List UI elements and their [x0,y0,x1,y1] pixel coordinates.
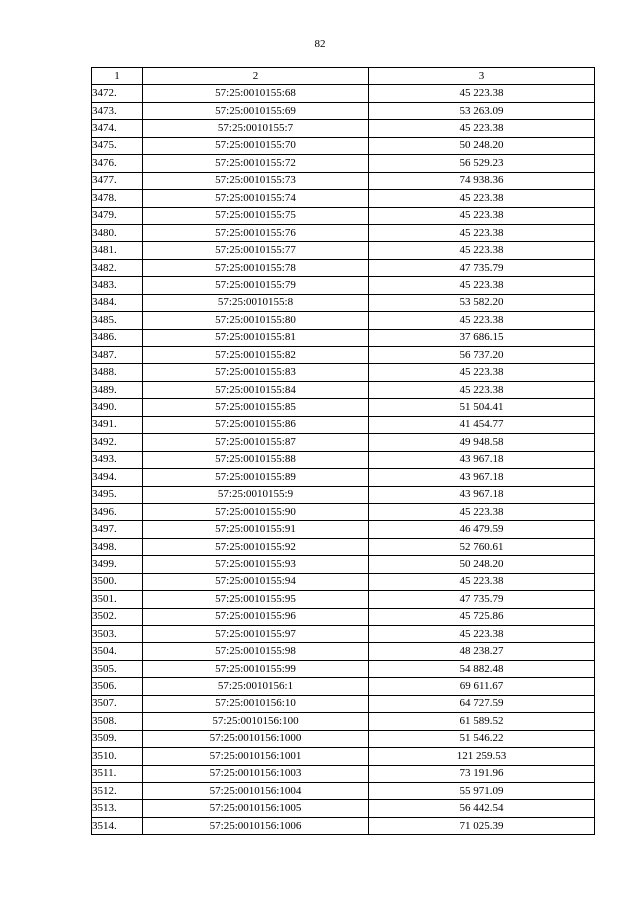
table-row [92,556,595,573]
row-index: 3489. [92,381,143,398]
cadastral-number: 57:25:0010156:1004 [143,782,369,799]
cadastral-number: 57:25:0010155:77 [143,242,369,259]
table-row [92,486,595,503]
row-index: 3499. [92,556,143,573]
cadastral-number: 57:25:0010155:99 [143,660,369,677]
row-index: 3485. [92,312,143,329]
row-index: 3486. [92,329,143,346]
table-row [92,521,595,538]
cadastral-value: 52 760.61 [369,538,595,555]
cadastral-number: 57:25:0010155:72 [143,155,369,172]
row-index: 3491. [92,416,143,433]
row-index: 3494. [92,469,143,486]
column-header-value: 3 [369,68,595,85]
cadastral-value: 56 737.20 [369,347,595,364]
cadastral-number: 57:25:0010156:10 [143,695,369,712]
row-index: 3481. [92,242,143,259]
cadastral-number: 57:25:0010156:1006 [143,817,369,834]
cadastral-value: 71 025.39 [369,817,595,834]
table-row [92,573,595,590]
table-row [92,102,595,119]
table-row [92,591,595,608]
row-index: 3509. [92,730,143,747]
page-number: 82 [314,38,326,50]
row-index: 3507. [92,695,143,712]
table-row [92,190,595,207]
cadastral-value: 45 223.38 [369,626,595,643]
cadastral-number: 57:25:0010156:1 [143,678,369,695]
cadastral-value: 45 223.38 [369,312,595,329]
cadastral-value: 61 589.52 [369,713,595,730]
row-index: 3512. [92,782,143,799]
cadastral-value: 45 223.38 [369,364,595,381]
cadastral-value: 45 223.38 [369,242,595,259]
cadastral-value: 45 223.38 [369,503,595,520]
cadastral-number: 57:25:0010155:91 [143,521,369,538]
cadastral-number: 57:25:0010155:68 [143,85,369,102]
cadastral-value: 69 611.67 [369,678,595,695]
row-index: 3505. [92,660,143,677]
cadastral-value: 47 735.79 [369,259,595,276]
table-row [92,643,595,660]
table-row [92,172,595,189]
cadastral-number: 57:25:0010156:1000 [143,730,369,747]
cadastral-value: 55 971.09 [369,782,595,799]
table-row [92,765,595,782]
row-index: 3472. [92,85,143,102]
cadastral-number: 57:25:0010155:69 [143,102,369,119]
row-index: 3506. [92,678,143,695]
table-row [92,364,595,381]
cadastral-value: 45 223.38 [369,120,595,137]
table-row [92,817,595,834]
table-row [92,660,595,677]
cadastral-value: 49 948.58 [369,434,595,451]
table-row [92,748,595,765]
table-row [92,137,595,154]
cadastral-number: 57:25:0010155:78 [143,259,369,276]
cadastral-number: 57:25:0010155:73 [143,172,369,189]
table-row [92,678,595,695]
table-row [92,399,595,416]
table-row [92,207,595,224]
cadastral-value: 45 223.38 [369,190,595,207]
row-index: 3500. [92,573,143,590]
table-row [92,224,595,241]
table-row [92,451,595,468]
cadastral-number: 57:25:0010155:89 [143,469,369,486]
cadastral-number: 57:25:0010156:1003 [143,765,369,782]
cadastral-number: 57:25:0010155:75 [143,207,369,224]
cadastral-number: 57:25:0010155:81 [143,329,369,346]
cadastral-value: 45 223.38 [369,207,595,224]
cadastral-number: 57:25:0010155:94 [143,573,369,590]
row-index: 3488. [92,364,143,381]
cadastral-number: 57:25:0010155:70 [143,137,369,154]
table-row [92,800,595,817]
cadastral-value: 54 882.48 [369,660,595,677]
cadastral-value: 45 223.38 [369,381,595,398]
cadastral-number: 57:25:0010155:86 [143,416,369,433]
cadastral-value: 45 223.38 [369,224,595,241]
cadastral-value: 45 223.38 [369,277,595,294]
row-index: 3510. [92,748,143,765]
cadastral-number: 57:25:0010155:80 [143,312,369,329]
table-row [92,329,595,346]
table-row [92,259,595,276]
cadastral-number: 57:25:0010155:7 [143,120,369,137]
cadastral-number: 57:25:0010156:100 [143,713,369,730]
cadastral-number: 57:25:0010155:98 [143,643,369,660]
row-index: 3474. [92,120,143,137]
row-index: 3484. [92,294,143,311]
table-row [92,626,595,643]
cadastral-value: 37 686.15 [369,329,595,346]
row-index: 3482. [92,259,143,276]
table-row [92,347,595,364]
table-row [92,434,595,451]
table-row [92,538,595,555]
row-index: 3493. [92,451,143,468]
table-row [92,242,595,259]
row-index: 3497. [92,521,143,538]
row-index: 3476. [92,155,143,172]
table-row [92,469,595,486]
row-index: 3478. [92,190,143,207]
cadastral-number: 57:25:0010155:87 [143,434,369,451]
cadastral-number: 57:25:0010155:88 [143,451,369,468]
table-row [92,381,595,398]
cadastral-number: 57:25:0010155:85 [143,399,369,416]
table-row [92,277,595,294]
cadastral-number: 57:25:0010155:8 [143,294,369,311]
cadastral-number: 57:25:0010155:90 [143,503,369,520]
cadastral-number: 57:25:0010155:96 [143,608,369,625]
cadastral-value: 73 191.96 [369,765,595,782]
row-index: 3498. [92,538,143,555]
cadastral-value: 74 938.36 [369,172,595,189]
cadastral-value: 48 238.27 [369,643,595,660]
column-header-index: 1 [92,68,143,85]
row-index: 3477. [92,172,143,189]
cadastral-value: 43 967.18 [369,486,595,503]
table-row [92,120,595,137]
table-row [92,730,595,747]
cadastral-value: 45 725.86 [369,608,595,625]
row-index: 3473. [92,102,143,119]
cadastral-number: 57:25:0010155:93 [143,556,369,573]
row-index: 3513. [92,800,143,817]
row-index: 3504. [92,643,143,660]
row-index: 3496. [92,503,143,520]
cadastral-number: 57:25:0010155:84 [143,381,369,398]
table-row [92,503,595,520]
cadastral-number: 57:25:0010155:97 [143,626,369,643]
row-index: 3483. [92,277,143,294]
cadastral-value: 43 967.18 [369,451,595,468]
cadastral-value: 53 263.09 [369,102,595,119]
column-header-cadastral-number: 2 [143,68,369,85]
cadastral-number: 57:25:0010155:9 [143,486,369,503]
cadastral-value: 46 479.59 [369,521,595,538]
cadastral-value: 53 582.20 [369,294,595,311]
table-row [92,155,595,172]
row-index: 3492. [92,434,143,451]
cadastral-value: 50 248.20 [369,137,595,154]
table-row [92,713,595,730]
cadastral-value: 47 735.79 [369,591,595,608]
row-index: 3480. [92,224,143,241]
row-index: 3475. [92,137,143,154]
row-index: 3495. [92,486,143,503]
table-row [92,85,595,102]
table-row [92,695,595,712]
row-index: 3503. [92,626,143,643]
row-index: 3490. [92,399,143,416]
row-index: 3479. [92,207,143,224]
cadastral-number: 57:25:0010155:76 [143,224,369,241]
cadastral-value: 56 442.54 [369,800,595,817]
cadastral-number: 57:25:0010155:74 [143,190,369,207]
cadastral-number: 57:25:0010156:1005 [143,800,369,817]
cadastral-number: 57:25:0010155:82 [143,347,369,364]
row-index: 3511. [92,765,143,782]
table-row [92,782,595,799]
cadastral-value: 56 529.23 [369,155,595,172]
cadastral-value-table [91,67,595,835]
row-index: 3501. [92,591,143,608]
table-row [92,312,595,329]
table-body [92,85,595,835]
table-row [92,416,595,433]
cadastral-value: 64 727.59 [369,695,595,712]
cadastral-number: 57:25:0010155:92 [143,538,369,555]
cadastral-value: 121 259.53 [369,748,595,765]
table-row [92,608,595,625]
cadastral-value: 51 546.22 [369,730,595,747]
table-header-row [92,68,595,85]
row-index: 3508. [92,713,143,730]
row-index: 3514. [92,817,143,834]
cadastral-number: 57:25:0010156:1001 [143,748,369,765]
cadastral-number: 57:25:0010155:95 [143,591,369,608]
cadastral-value: 51 504.41 [369,399,595,416]
row-index: 3487. [92,347,143,364]
cadastral-value: 43 967.18 [369,469,595,486]
cadastral-number: 57:25:0010155:83 [143,364,369,381]
cadastral-number: 57:25:0010155:79 [143,277,369,294]
cadastral-value: 45 223.38 [369,573,595,590]
cadastral-value: 50 248.20 [369,556,595,573]
table-row [92,294,595,311]
cadastral-value: 41 454.77 [369,416,595,433]
row-index: 3502. [92,608,143,625]
cadastral-value: 45 223.38 [369,85,595,102]
